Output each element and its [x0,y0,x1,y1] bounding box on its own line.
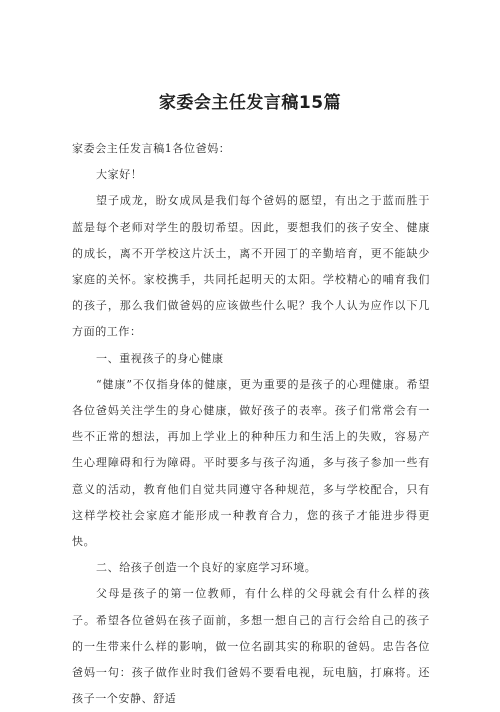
salutation-paragraph: 家委会主任发言稿1各位爸妈： [72,142,231,155]
body-paragraph: “健康”不仅指身体的健康，更为重要的是孩子的心理健康。希望各位爸妈关注学生的身心健康，做好孩子的表率。孩子们常常会有一些不正常的想法，再加上学业上的种种压力和生活上的失败，容易产生心理障碍和行为障碍。平时要多与孩子沟通，多与孩子参加一些有意义的活动，教育他们自觉共同遵守各种规范，多与学校配合，只有这样学校社会家庭才能形成一种教育合力，您的孩子才能进步得更快。 [72,377,430,549]
document-title: 家委会主任发言稿15篇 [158,93,342,113]
section-heading: 二、给孩子创造一个良好的家庭学习环境。 [96,561,317,575]
body-paragraph: 父母是孩子的第一位教师，有什么样的父母就会有什么样的孩子。希望各位爸妈在孩子面前，多想一想自己的言行会给自己的孩子的一生带来什么样的影响，做一位名副其实的称职的爸妈。忠告各位爸妈一句：孩子做作业时我们爸妈不要看电视，玩电脑，打麻将。还孩子一个安静、舒适 [72,587,430,706]
greeting-paragraph: 大家好！ [96,168,143,182]
section-heading: 一、重视孩子的身心健康 [96,351,224,365]
body-paragraph: 望子成龙，盼女成凤是我们每个爸妈的愿望，有出之于蓝而胜于蓝是每个老师对学生的殷切希望。因此，要想我们的孩子安全、健康的成长，离不开学校这片沃土，离不开园丁的辛勤培育，更不能缺少家庭的关怀。家校携手，共同托起明天的太阳。学校精心的哺育我们的孩子，那么我们做爸妈的应该做些什么呢？我个人认为应作以下几方面的工作： [72,194,430,339]
document-body [72,136,430,712]
